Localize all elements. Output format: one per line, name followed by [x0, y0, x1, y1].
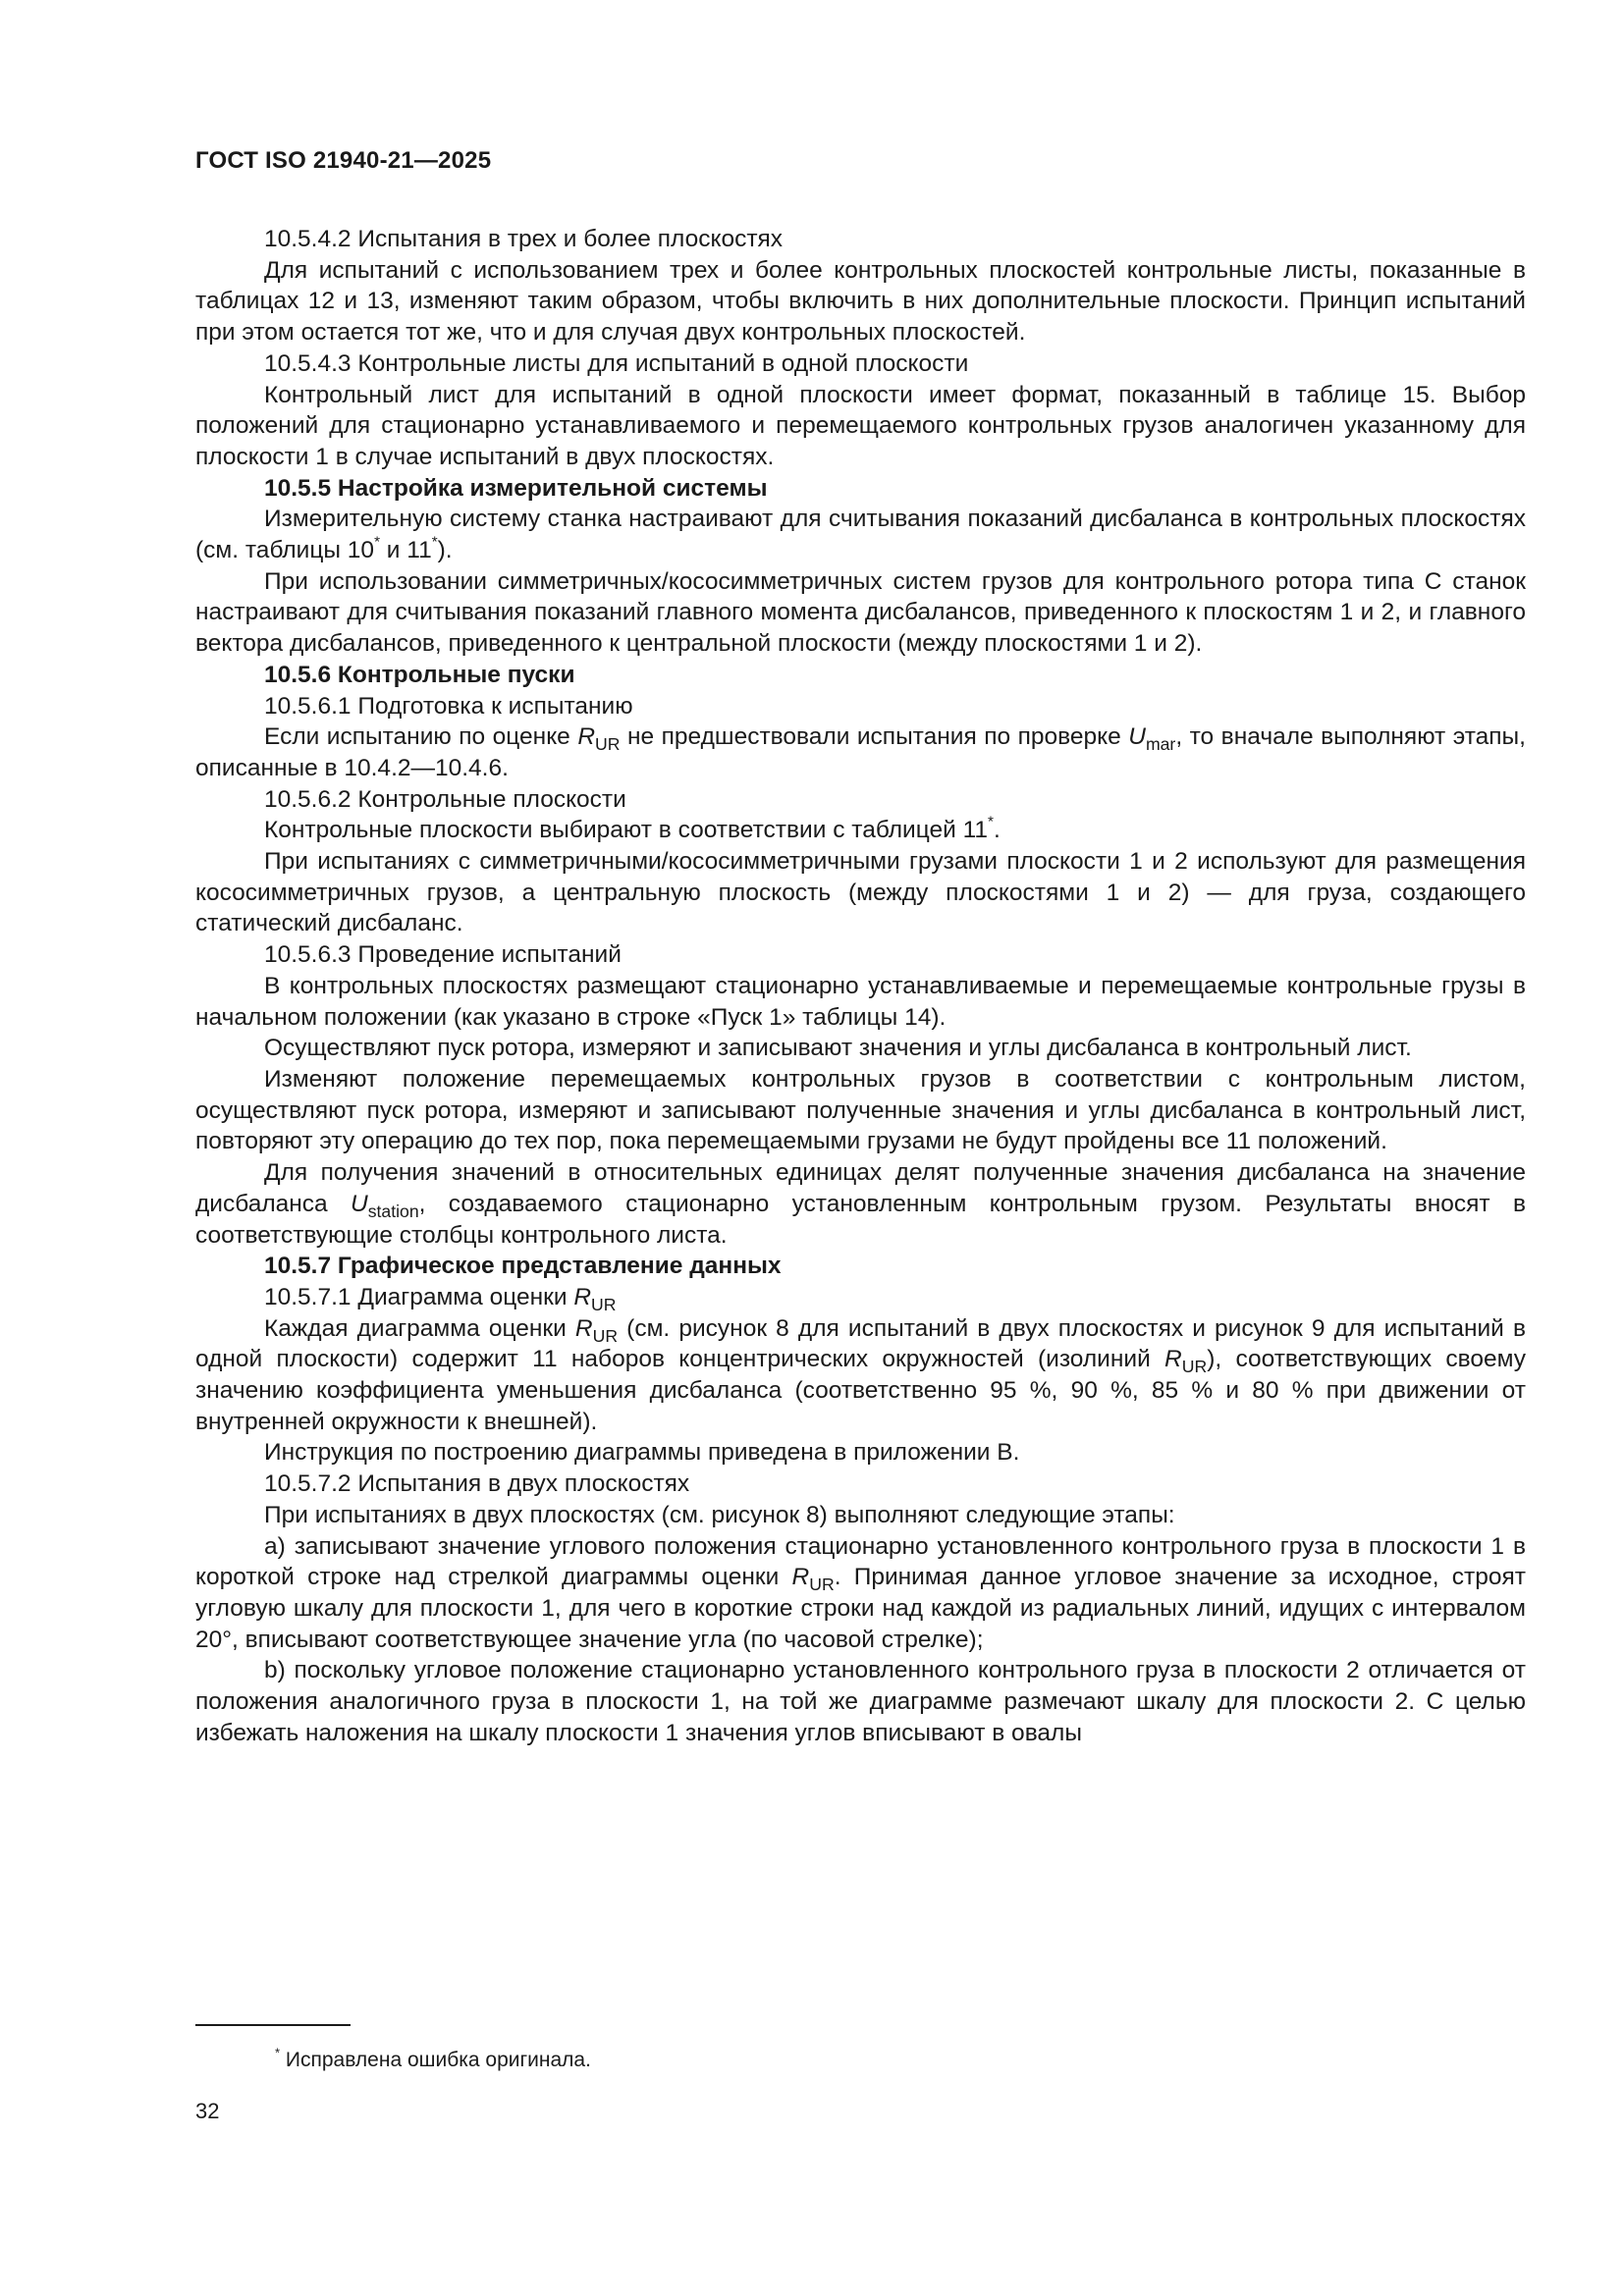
footnote [275, 2045, 591, 2073]
section-10-5-5-paragraph-1 [195, 504, 1526, 565]
document-body [195, 224, 1526, 1748]
page-number: 32 [195, 2099, 220, 2123]
text-run: ), соответствующих своему значению коэффициента уменьшения дисбаланса (соответственно 95 %, 90 %, 85 % и 80 % при движении от внутренней окружности к внешней). [195, 1346, 1526, 1435]
text-run: Для получения значений в относительных единицах делят полученные значения дисбаланса на значение дисбаланса [195, 1159, 1526, 1217]
section-10-5-6-2-text-1 [195, 815, 1526, 846]
subscript-ur: UR [591, 1295, 617, 1315]
subscript-ur: UR [809, 1575, 835, 1595]
text-run: (см. рисунок 8 для испытаний в двух плоскостях и рисунок 9 для испытаний в одной плоскости) содержит 11 наборов концентрических окружностей (изолиний [195, 1314, 1526, 1373]
section-10-5-4-2-title: 10.5.4.2 Испытания в трех и более плоскостях [264, 226, 784, 252]
text-run: . Принимая данное угловое значение за исходное, строят угловую шкалу для плоскости 1, для чего в короткие строки над каждой из радиальных линий, идущих с интервалом 20°, вписывают соответствующее значение угла (по часовой стрелке); [195, 1564, 1526, 1653]
section-10-5-5-paragraph-2: При использовании симметричных/кососимметричных систем грузов для контрольного ротора типа С станок настраивают для считывания показаний главного момента дисбалансов, приведенного к плоскостям 1 и 2, и главного вектора дисбалансов, приведенного к центральной плоскости (между плоскостями 1 и 2). [195, 567, 1526, 658]
footnote-marker: * [275, 2045, 281, 2060]
section-10-5-6-2-title: 10.5.6.2 Контрольные плоскости [264, 785, 626, 813]
footnote-divider [195, 2024, 351, 2026]
footnote-text: Исправлена ошибка оригинала. [280, 2049, 591, 2071]
list-item-b: b) поскольку угловое положение стационарно установленного контрольного груза в плоскости 2 отличается от положения аналогичного груза в плоскости 1, на той же диаграмме размечают шкалу для плоскости 2. С целью избежать наложения на шкалу плоскости 1 значения углов вписывают в овалы [195, 1657, 1526, 1746]
text-run: не предшествовали испытания по проверке [620, 723, 1129, 751]
section-10-5-7-1-text-2: Инструкция по построению диаграммы приведена в приложении В. [264, 1439, 1020, 1467]
section-10-5-5-heading: 10.5.5 Настройка измерительной системы [264, 474, 768, 502]
symbol-r: R [1164, 1346, 1182, 1373]
text-run: Контрольные плоскости выбирают в соответствии с таблицей 11 [264, 817, 989, 844]
section-10-5-6-3-text-2: Осуществляют пуск ротора, измеряют и записывают значения и углы дисбаланса в контрольный лист. [264, 1035, 1412, 1062]
footnote-marker: * [431, 533, 438, 551]
symbol-r: R [791, 1564, 810, 1591]
section-10-5-7-heading: 10.5.7 Графическое представление данных [264, 1253, 782, 1280]
text-run: ). [437, 537, 453, 564]
section-10-5-7-2-text-1: При испытаниях в двух плоскостях (см. рисунок 8) выполняют следующие этапы: [264, 1501, 1175, 1528]
section-10-5-6-3-text-3: Изменяют положение перемещаемых контрольных грузов в соответствии с контрольным листом, осуществляют пуск ротора, измеряют и записывают полученные значения и углы дисбаланса в контрольный лист, повторяют эту операцию до тех пор, пока перемещаемыми грузами не будут пройдены все 11 положений. [195, 1065, 1526, 1155]
text-run: . [993, 817, 1001, 844]
section-10-5-7-1-title [195, 1282, 1526, 1313]
section-10-5-4-2-text: Для испытаний с использованием трех и более контрольных плоскостей контрольные листы, показанные в таблицах 12 и 13, изменяют таким образом, чтобы включить в них дополнительные плоскости. Принцип испытаний при этом остается тот же, что и для случая двух контрольных плоскостей. [195, 256, 1526, 347]
symbol-u: U [351, 1190, 368, 1217]
subscript-ur: UR [1181, 1357, 1208, 1377]
document-header: ГОСТ ISO 21940-21—2025 [195, 147, 492, 174]
section-10-5-4-3-title: 10.5.4.3 Контрольные листы для испытаний в одной плоскости [264, 349, 969, 377]
text-run: и 11 [379, 537, 432, 564]
text-run: 10.5.7.1 Диаграмма оценки [264, 1283, 574, 1310]
text-run: , то вначале выполняют этапы, описанные в 10.4.2—10.4.6. [195, 723, 1526, 781]
text-run: a) записывают значение углового положения стационарно установленного контрольного груза в плоскости 1 в короткой строке над стрелкой диаграммы оценки [195, 1532, 1526, 1591]
symbol-r: R [573, 1283, 592, 1310]
section-10-5-7-1-text-1 [195, 1313, 1526, 1438]
section-10-5-6-3-text-1: В контрольных плоскостях размещают стационарно устанавливаемые и перемещаемые контрольные грузы в начальном положении (как указано в строке «Пуск 1» таблицы 14). [195, 972, 1526, 1031]
footnote-marker: * [374, 533, 380, 551]
symbol-r: R [574, 1314, 593, 1342]
text-run: Если испытанию по оценке [264, 723, 578, 751]
subscript-ur: UR [595, 734, 621, 755]
symbol-u: U [1128, 723, 1146, 751]
text-run: , создаваемого стационарно установленным контрольным грузом. Результаты вносят в соответствующие столбцы контрольного листа. [195, 1190, 1526, 1249]
subscript-ur: UR [592, 1325, 619, 1346]
section-10-5-6-2-text-2: При испытаниях с симметричными/кососимметричными грузами плоскости 1 и 2 используют для размещения кососимметричных грузов, а центральную плоскость (между плоскостями 1 и 2) — для груза, создающего статический дисбаланс. [195, 848, 1526, 937]
section-10-5-7-2-title: 10.5.7.2 Испытания в двух плоскостях [264, 1470, 690, 1498]
section-10-5-6-3-text-4 [195, 1157, 1526, 1251]
subscript-mar: mar [1145, 734, 1176, 755]
section-10-5-6-1-text [195, 721, 1526, 783]
section-10-5-4-3-text: Контрольный лист для испытаний в одной плоскости имеет формат, показанный в таблице 15. Выбор положений для стационарно устанавливаемого и перемещаемого контрольных грузов аналогичен указанному для плоскости 1 в случае испытаний в двух плоскостях. [195, 381, 1526, 470]
text-run: Каждая диаграмма оценки [264, 1314, 575, 1342]
list-item-a [195, 1531, 1526, 1656]
section-10-5-6-1-title: 10.5.6.1 Подготовка к испытанию [264, 692, 633, 720]
footnote-marker: * [988, 813, 994, 830]
section-10-5-6-heading: 10.5.6 Контрольные пуски [264, 661, 575, 688]
section-10-5-6-3-title: 10.5.6.3 Проведение испытаний [264, 941, 622, 969]
text-run: Измерительную систему станка настраивают для считывания показаний дисбаланса в контрольных плоскостях (см. таблицы 10 [195, 506, 1526, 564]
subscript-station: station [367, 1201, 419, 1221]
symbol-r: R [577, 723, 596, 751]
